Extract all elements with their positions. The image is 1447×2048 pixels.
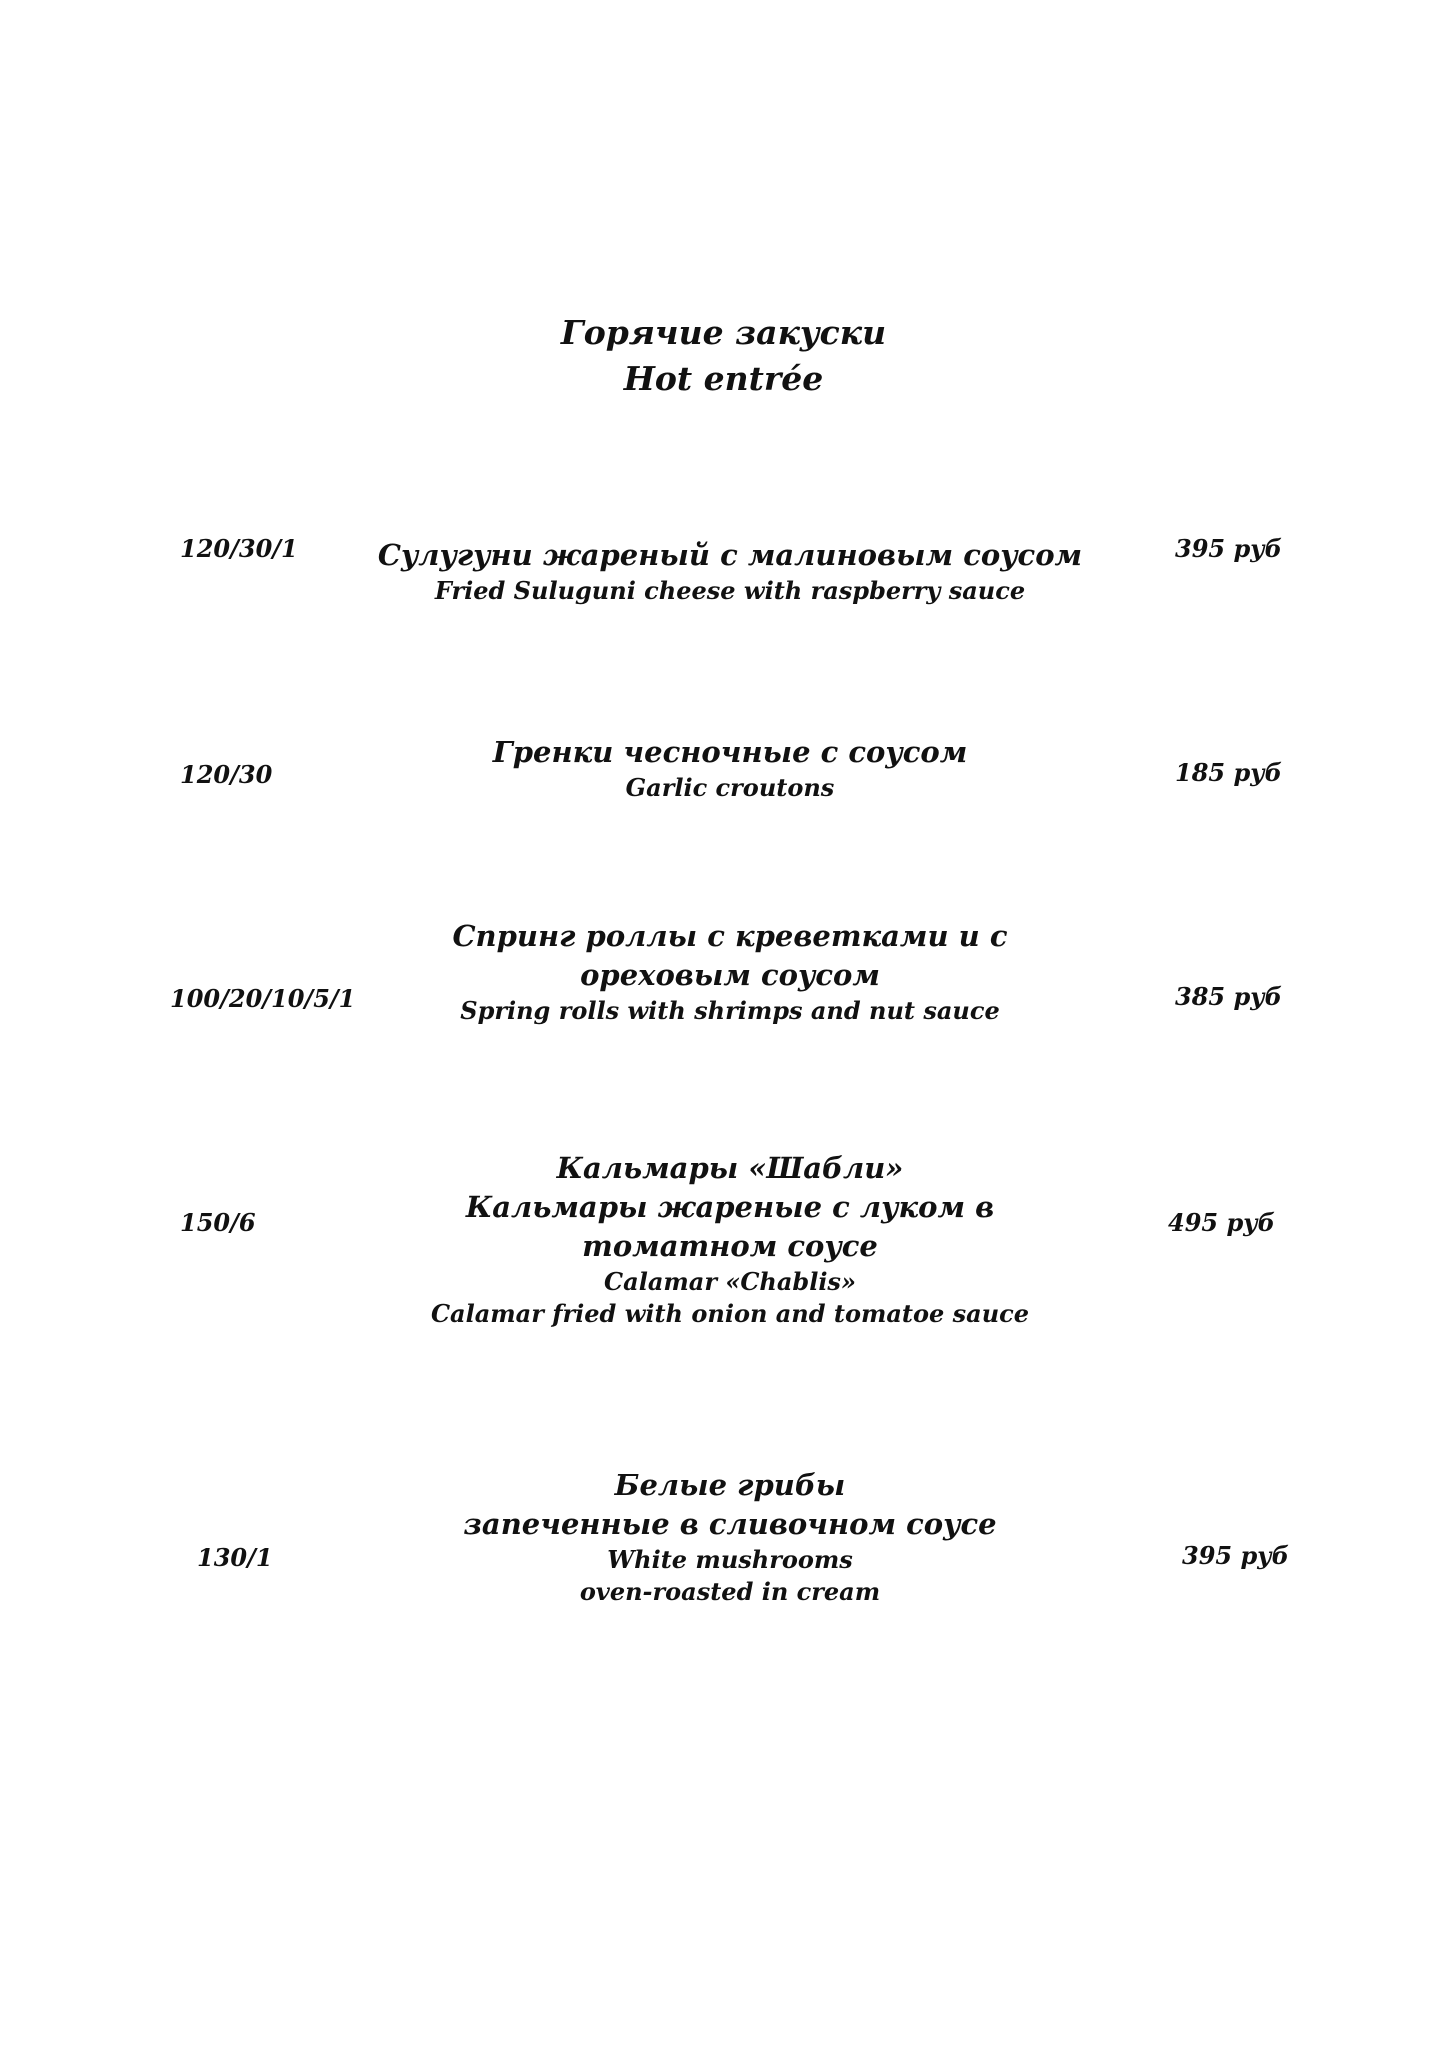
item-description bbox=[360, 1149, 1100, 1330]
item-name-ru-line-2: запеченные в сливочном соусе bbox=[463, 1507, 997, 1541]
item-name-en-line-1: White mushrooms bbox=[607, 1545, 853, 1574]
item-name-en-line-2: oven-roasted in cream bbox=[579, 1577, 881, 1606]
item-description bbox=[360, 536, 1100, 607]
item-name-ru: Сулугуни жареный с малиновым соусом bbox=[377, 538, 1083, 572]
section-title-en: Hot entrée bbox=[623, 359, 824, 398]
item-name-ru-line-2: ореховым соусом bbox=[580, 958, 880, 992]
item-name-ru-line-3: томатном соусе bbox=[582, 1229, 878, 1263]
item-price: 385 руб bbox=[1175, 982, 1282, 1011]
item-name-ru-line-1: Спринг роллы с креветками и с bbox=[452, 919, 1008, 953]
item-name-en: Garlic croutons bbox=[625, 773, 835, 802]
item-price: 185 руб bbox=[1175, 758, 1282, 787]
item-price: 495 руб bbox=[1168, 1208, 1275, 1237]
item-name-ru-line-1: Кальмары «Шабли» bbox=[556, 1151, 904, 1185]
item-name-en-line-1: Calamar «Chablis» bbox=[604, 1267, 856, 1296]
item-weight: 150/6 bbox=[180, 1208, 256, 1237]
item-description bbox=[360, 917, 1100, 1027]
item-description bbox=[360, 1466, 1100, 1608]
item-weight: 120/30/1 bbox=[180, 534, 298, 563]
item-price: 395 руб bbox=[1182, 1541, 1289, 1570]
item-name-en-line-2: Calamar fried with onion and tomatoe sauce bbox=[430, 1299, 1030, 1328]
item-name-ru-line-1: Белые грибы bbox=[614, 1468, 846, 1502]
item-name-en: Fried Suluguni cheese with raspberry sauce bbox=[434, 576, 1026, 605]
item-description bbox=[360, 733, 1100, 804]
section-header bbox=[0, 310, 1447, 402]
item-weight: 100/20/10/5/1 bbox=[170, 984, 356, 1013]
item-price: 395 руб bbox=[1175, 534, 1282, 563]
item-weight: 130/1 bbox=[197, 1543, 273, 1572]
item-name-en: Spring rolls with shrimps and nut sauce bbox=[460, 996, 1000, 1025]
item-name-ru: Гренки чесночные с соусом bbox=[492, 735, 968, 769]
item-weight: 120/30 bbox=[180, 760, 273, 789]
section-title-ru: Горячие закуски bbox=[560, 313, 887, 352]
item-name-ru-line-2: Кальмары жареные с луком в bbox=[465, 1190, 995, 1224]
